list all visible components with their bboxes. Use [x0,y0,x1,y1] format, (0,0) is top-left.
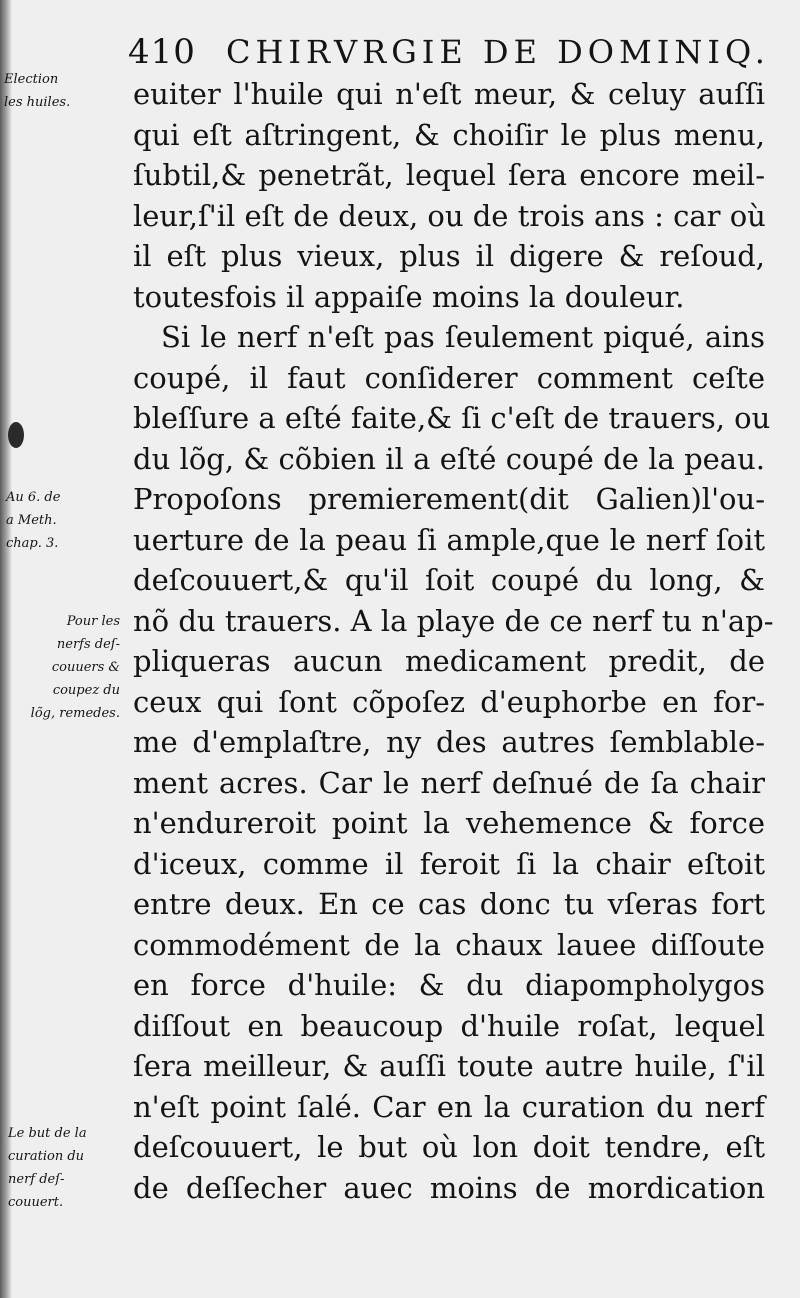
margin-note-remedes [8,610,120,725]
margin-note-line: a Meth. [6,513,57,528]
margin-note-line: chap. 3. [6,536,59,551]
text-line: toutesfois il appaiſe moins la douleur. [133,279,685,314]
margin-note-line: les huiles. [4,95,71,110]
margin-note-line: Pour les [66,614,120,629]
margin-note-line: couuers & [51,660,120,675]
text-line: en force d'huile: & du diapompholygos [133,968,765,1002]
margin-note-line: nerf deſ- [8,1172,65,1187]
text-line: Si le nerf n'eſt pas ſeulement piqué, ains [161,320,765,354]
text-line: Propoſons premierement(dit Galien)l'ou- [133,482,765,516]
text-line: il eſt plus vieux, plus il digere & reſoud, [133,239,765,273]
margin-note-line: Election [4,72,59,87]
text-line: pliqueras aucun medicament predit, de [133,644,765,678]
text-line: me d'emplaſtre, ny des autres ſemblable- [133,725,765,759]
text-line: euiter l'huile qui n'eſt meur, & celuy auſſi [133,77,765,111]
margin-note-line: lõg, remedes. [30,706,120,721]
page-number: 410 [128,32,196,72]
margin-note-line: coupez du [52,683,120,698]
text-line: ſubtil,& penetrãt, lequel ſera encore meil- [133,158,765,192]
body-text [133,74,774,1208]
text-line: coupé, il faut conſiderer comment ceſte [133,360,765,395]
running-head: CHIRVRGIE DE DOMINIQ. [226,33,770,71]
margin-note-line: curation du [8,1149,85,1164]
page-header [128,30,788,74]
text-line: entre deux. En ce cas donc tu vſeras fort [133,887,765,921]
text-line: d'iceux, comme il feroit ſi la chair eſtoit [133,846,765,881]
text-line: ment acres. Car le nerf deſnué de ſa chair [133,765,765,800]
text-line: n'endureroit point la vehemence & force [133,806,765,840]
text-line: ceux qui ſont cõpoſez d'euphorbe en for- [133,684,765,719]
text-line: qui eſt aſtringent, & choiſir le plus menu, [133,117,765,152]
margin-note-line: couuert. [8,1195,64,1210]
text-line: deſcouuert,& qu'il ſoit coupé du long, & [133,563,765,597]
text-line: ſera meilleur, & auſſi toute autre huile, ſ'il [133,1049,765,1083]
text-line: deſcouuert, le but où lon doit tendre, eſt [133,1130,765,1164]
text-line: uerture de la peau ſi ample,que le nerf ſoit [133,522,765,557]
margin-note-line: nerfs deſ- [56,637,120,652]
margin-note-but-curation [8,1122,120,1214]
margin-note-reference [6,486,118,555]
text-line: commodément de la chaux lauee diſſoute [133,927,765,962]
ink-spot [8,422,24,448]
margin-note-line: Le but de la [8,1126,87,1141]
margin-note-election [4,68,116,114]
text-line: leur,ſ'il eſt de deux, ou de trois ans : car où [133,198,766,233]
text-line: de deſſecher auec moins de mordication [133,1170,765,1205]
text-line: bleſſure a eſté faite,& ſi c'eſt de trauers, ou [133,401,771,435]
margin-note-line: Au 6. de [6,490,61,505]
text-line: n'eſt point ſalé. Car en la curation du nerf [133,1089,765,1124]
text-line: diſſout en beaucoup d'huile roſat, lequel [133,1008,765,1043]
text-line: nõ du trauers. A la playe de ce nerf tu n'ap- [133,603,774,638]
text-line: du lõg, & cõbien il a eſté coupé de la peau. [133,441,765,476]
